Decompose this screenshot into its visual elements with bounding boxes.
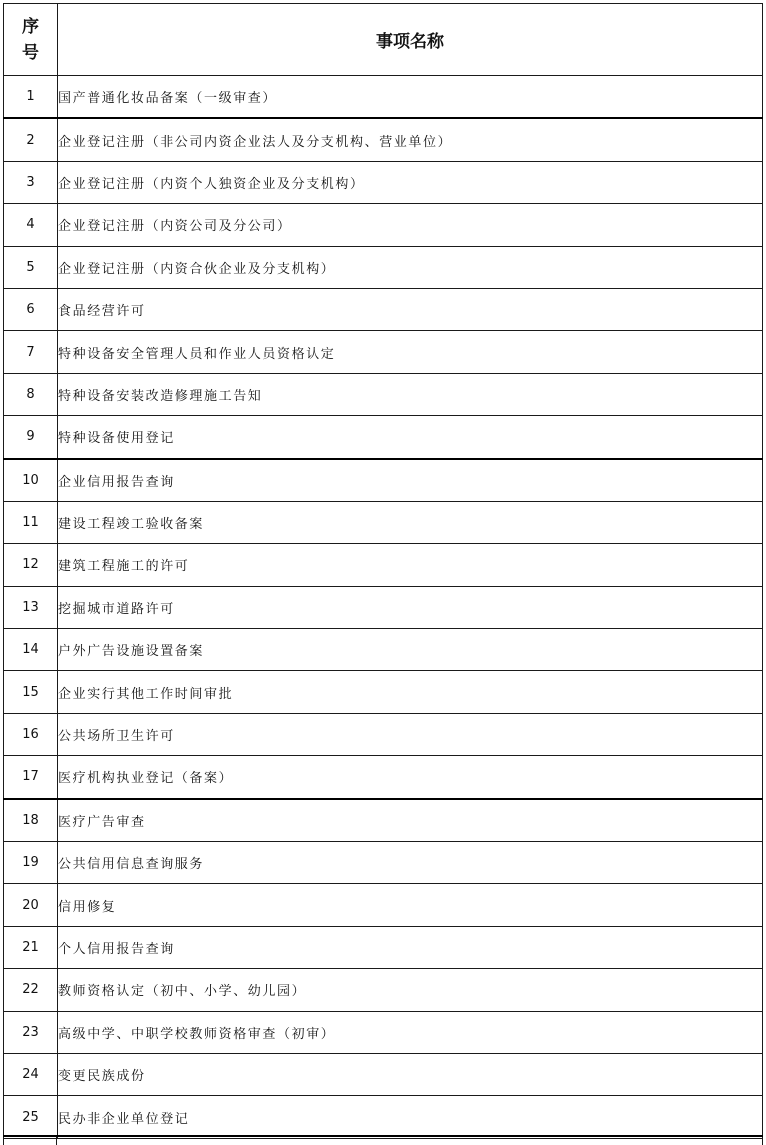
row-item-name: 医疗机构执业登记（备案） — [58, 756, 763, 799]
table-row — [4, 926, 763, 968]
row-number: 1 — [4, 76, 58, 119]
row-item-name: 特种设备使用登记 — [58, 416, 763, 459]
row-item-name: 民办非企业单位登记 — [58, 1096, 763, 1138]
row-item-name: 公共场所卫生许可 — [58, 713, 763, 755]
table-row — [4, 288, 763, 330]
table-row — [4, 799, 763, 842]
table-row — [4, 713, 763, 755]
row-number: 20 — [4, 884, 58, 926]
row-number: 12 — [4, 544, 58, 586]
row-item-name: 教师资格认定（初中、小学、幼儿园） — [58, 969, 763, 1011]
row-item-name: 个人信用报告查询 — [58, 926, 763, 968]
table-row — [4, 204, 763, 246]
row-item-name: 企业登记注册（内资个人独资企业及分支机构） — [58, 161, 763, 203]
table-row — [4, 118, 763, 161]
row-item-name: 国产普通化妆品备案（一级审查） — [58, 76, 763, 119]
header-number-line1: 序 — [22, 16, 39, 37]
row-item-name: 企业登记注册（非公司内资企业法人及分支机构、营业单位） — [58, 118, 763, 161]
table-header-row — [4, 4, 763, 76]
row-number: 8 — [4, 373, 58, 415]
row-item-name: 食品经营许可 — [58, 288, 763, 330]
row-number: 10 — [4, 459, 58, 502]
row-number: 25 — [4, 1096, 58, 1138]
row-number: 5 — [4, 246, 58, 288]
row-item-name: 建设工程竣工验收备案 — [58, 501, 763, 543]
row-number: 11 — [4, 501, 58, 543]
table-row — [4, 373, 763, 415]
header-number — [4, 4, 58, 76]
row-item-name: 企业实行其他工作时间审批 — [58, 671, 763, 713]
row-item-name: 企业登记注册（内资公司及分公司） — [58, 204, 763, 246]
header-number-line2: 号 — [22, 42, 39, 63]
table-row — [4, 161, 763, 203]
row-number: 6 — [4, 288, 58, 330]
row-number: 9 — [4, 416, 58, 459]
row-item-name: 特种设备安装改造修理施工告知 — [58, 373, 763, 415]
table-row — [4, 331, 763, 373]
row-number: 19 — [4, 842, 58, 884]
row-item-name: 挖掘城市道路许可 — [58, 586, 763, 628]
table-row — [4, 629, 763, 671]
table-row — [4, 756, 763, 799]
row-number: 17 — [4, 756, 58, 799]
row-number: 22 — [4, 969, 58, 1011]
row-number: 2 — [4, 118, 58, 161]
table-row — [4, 1096, 763, 1138]
row-item-name: 企业信用报告查询 — [58, 459, 763, 502]
row-item-name: 高级中学、中职学校教师资格审查（初审） — [58, 1011, 763, 1053]
row-item-name: 特种设备安全管理人员和作业人员资格认定 — [58, 331, 763, 373]
row-item-name: 公共信用信息查询服务 — [58, 842, 763, 884]
table-row — [4, 76, 763, 119]
row-number: 18 — [4, 799, 58, 842]
row-number: 14 — [4, 629, 58, 671]
table-row — [4, 586, 763, 628]
row-number: 21 — [4, 926, 58, 968]
table-row — [4, 416, 763, 459]
table-row — [4, 459, 763, 502]
table-row — [4, 884, 763, 926]
service-items-table — [3, 3, 763, 1139]
row-item-name: 变更民族成份 — [58, 1053, 763, 1095]
row-number: 3 — [4, 161, 58, 203]
table-row — [4, 1053, 763, 1095]
row-item-name: 户外广告设施设置备案 — [58, 629, 763, 671]
row-number: 16 — [4, 713, 58, 755]
next-row-border — [3, 1135, 763, 1143]
row-number: 15 — [4, 671, 58, 713]
table-row — [4, 544, 763, 586]
row-number: 23 — [4, 1011, 58, 1053]
header-item-name: 事项名称 — [58, 4, 763, 76]
row-number: 4 — [4, 204, 58, 246]
table-row — [4, 246, 763, 288]
row-item-name: 企业登记注册（内资合伙企业及分支机构） — [58, 246, 763, 288]
table-row — [4, 1011, 763, 1053]
row-number: 24 — [4, 1053, 58, 1095]
row-item-name: 建筑工程施工的许可 — [58, 544, 763, 586]
row-number: 13 — [4, 586, 58, 628]
row-number: 7 — [4, 331, 58, 373]
row-item-name: 信用修复 — [58, 884, 763, 926]
row-item-name: 医疗广告审查 — [58, 799, 763, 842]
table-row — [4, 969, 763, 1011]
table-row — [4, 671, 763, 713]
table-row — [4, 501, 763, 543]
table-row — [4, 842, 763, 884]
